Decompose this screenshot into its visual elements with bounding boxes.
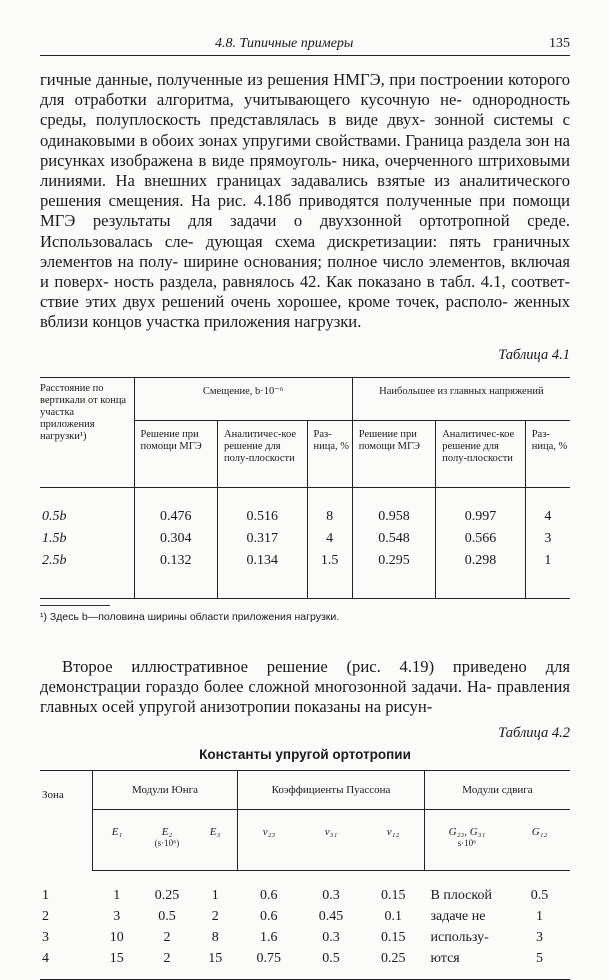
table-cell: 0.15 (381, 930, 406, 946)
table-cell: 1 (211, 888, 219, 904)
group-header-young-moduli: Модули Юнга (93, 771, 238, 810)
table-cell: 0.295 (378, 552, 410, 568)
table-column-displacement-diff (307, 487, 352, 598)
table-cell: 0.132 (160, 552, 192, 568)
column-header: Решение при помощи МГЭ (134, 420, 217, 487)
table-cell: 0.25 (154, 888, 180, 904)
text-line: однородность среды, полуплоскость представлялась в виде двух- (40, 90, 570, 130)
text-line: женных вблизи концов участка приложения нагрузки. (40, 292, 570, 332)
table-cell: 1 (113, 888, 121, 904)
text-line: зонной системы с одинаковыми в обоих зонах упругими свойствами. (40, 110, 570, 150)
table-cell: 2 (42, 908, 49, 924)
book-page (40, 28, 570, 980)
table-column-shear-note (425, 871, 510, 980)
table-cell: 0.1 (384, 909, 402, 925)
table-cell: 5 (536, 951, 543, 967)
table-cell: 0.25 (381, 951, 406, 967)
text-line: ствие этих двух решений очень хорошее, кроме точек, располо- (40, 292, 515, 312)
table-column-e2 (141, 871, 193, 980)
table-column-e3 (193, 871, 238, 980)
table-cell: 0.958 (378, 508, 410, 524)
text-line: ширине основания; полное число элементов, включая и поверх- (40, 251, 570, 292)
table-column-analytic-displacement (218, 487, 308, 598)
column-header: Решение при помощи МГЭ (352, 420, 435, 487)
column-header-v31: ν₃₁ (300, 810, 362, 871)
table-cell: 2 (163, 951, 171, 967)
table-cell: использу- (430, 930, 489, 946)
table-cell: 4 (326, 530, 334, 546)
table-cell: 0.5b (42, 508, 67, 524)
paragraph-1 (40, 70, 570, 333)
table-cell: 4 (544, 508, 552, 524)
table-cell: 1.6 (260, 930, 278, 946)
text-line: правления главных осей упругой анизотропии показаны на рисун- (40, 676, 570, 717)
table-column-bem-stress (352, 487, 435, 598)
column-header: Аналитичес-кое решение для полу-плоскости (436, 420, 526, 487)
table-cell: 0.6 (260, 888, 278, 904)
group-header-principal-stress: Наибольшее из главных напряжений (352, 377, 570, 420)
table-cell: 1 (536, 909, 543, 925)
table-4-2-caption: Таблица 4.2 (498, 725, 570, 742)
table-cell: 0.516 (246, 508, 278, 524)
symbol: E₂ (161, 826, 173, 839)
table-column-analytic-stress (436, 487, 526, 598)
table-cell: 0.5 (530, 888, 549, 904)
text-line: рис. 4.18б приводятся полученные при помощи МГЭ результаты (40, 191, 570, 231)
text-line: дующая схема дискретизации: пять граничных элементов на полу- (40, 231, 570, 271)
table-4-1-caption: Таблица 4.1 (498, 346, 570, 363)
table-cell: 1 (42, 887, 49, 903)
text-line: задавались взятые из аналитического решения смещения. На (40, 171, 570, 211)
section-title: 4.8. Типичные примеры (215, 36, 354, 51)
table-column-zone (40, 871, 93, 980)
table-cell: 0.566 (464, 530, 497, 546)
table-cell: 2 (163, 930, 171, 946)
table-column-stub (40, 487, 134, 598)
table-cell: 0.5 (158, 909, 176, 925)
table-4-2-title: Константы упругой ортотропии (199, 747, 411, 763)
paragraph-2 (40, 657, 570, 718)
unit-scale: (s·10⁶) (154, 838, 180, 849)
running-header (40, 28, 570, 50)
table-cell: 3 (536, 930, 543, 946)
footnote-rule (40, 605, 110, 606)
table-cell: 2 (211, 909, 219, 925)
table-cell: 15 (109, 951, 124, 967)
group-header-poisson: Коэффициенты Пуассона (238, 771, 425, 810)
column-header: Раз-ница, % (525, 420, 570, 487)
table-cell: 0.304 (160, 530, 192, 546)
table-cell: 0.45 (318, 909, 344, 925)
footnote: ¹) Здесь b—половина ширины области приложения нагрузки. (40, 610, 340, 623)
table-cell: 8 (326, 508, 334, 524)
table-column-e1 (93, 871, 142, 980)
column-header-e1: E₁ (93, 810, 142, 871)
table-cell: 15 (208, 951, 223, 967)
column-header-e2 (141, 810, 193, 871)
table-column-g12 (509, 871, 570, 980)
table-cell: 0.3 (322, 888, 340, 904)
unit-scale: s·10⁶ (457, 838, 477, 849)
table-cell: 0.15 (381, 888, 406, 904)
table-column-stress-diff (525, 487, 570, 598)
table-4-2 (40, 770, 570, 980)
table-cell: 10 (109, 930, 124, 946)
table-cell: ются (430, 951, 460, 967)
column-header-g23-g31 (425, 810, 510, 871)
column-header-g12: G₁₂ (509, 810, 570, 871)
table-cell: 1.5b (42, 530, 67, 546)
table-cell: 8 (211, 930, 219, 946)
table-column-v12 (362, 871, 425, 980)
column-header-e3: E₃ (193, 810, 238, 871)
header-rule (40, 55, 570, 56)
table-cell: 4 (42, 950, 49, 966)
zone-header: Зона (40, 771, 93, 871)
text-line: для задачи о двухзонной ортотропной среде. Использовалась сле- (40, 211, 570, 251)
table-4-1 (40, 377, 570, 599)
text-line: демонстрации гораздо более сложной многозонной задачи. На- (40, 676, 497, 696)
table-column-v23 (238, 871, 301, 980)
column-header: Аналитичес-кое решение для полу-плоскости (218, 420, 308, 487)
table-cell: 3 (544, 530, 552, 546)
page-number: 135 (549, 36, 570, 51)
stub-header: Расстояние по вертикали от конца участка приложения нагрузки¹) (40, 377, 134, 487)
table-cell: 3 (42, 929, 49, 945)
text-line: ность раздела, равнялось 42. Как показано в табл. 4.1, соответ- (114, 272, 570, 292)
table-cell: 0.5 (322, 951, 340, 967)
table-column-v31 (300, 871, 362, 980)
table-cell: 1.5 (320, 552, 339, 568)
column-header-v12: ν₁₂ (362, 810, 425, 871)
table-cell: В плоской (430, 888, 492, 904)
table-cell: 0.75 (256, 951, 281, 967)
table-cell: 3 (113, 909, 121, 925)
text-line: Второе иллюстративное решение (рис. 4.19) приведено для (62, 656, 570, 676)
text-line: гичные данные, полученные из решения НМГЭ, при построении (40, 70, 509, 89)
table-cell: 0.476 (160, 508, 192, 524)
table-cell: 0.317 (246, 530, 278, 546)
column-header: Раз-ница, % (307, 420, 352, 487)
group-header-shear-moduli: Модули сдвига (425, 771, 571, 810)
table-cell: 1 (544, 552, 552, 568)
table-cell: 0.6 (260, 909, 278, 925)
table-cell: 0.134 (246, 552, 278, 568)
text-line: Граница раздела зон на рисунках изображена в виде прямоуголь- (40, 130, 570, 170)
table-column-bem-displacement (134, 487, 217, 598)
symbol: G₂₃, G₃₁ (448, 826, 486, 839)
table-cell: 0.997 (464, 508, 497, 524)
table-cell: 0.548 (378, 530, 410, 546)
text-line: ника, очерченного штриховыми линиями. На внешних границах (40, 150, 570, 191)
table-cell: 0.298 (464, 552, 497, 568)
table-cell: задаче не (430, 909, 486, 925)
column-header-v23: ν₂₃ (238, 810, 301, 871)
text-line: которого для отработки алгоритма, учитывающего кусочную не- (40, 70, 570, 110)
table-cell: 2.5b (42, 552, 67, 568)
table-cell: 0.3 (322, 930, 340, 946)
group-header-displacement: Смещение, b·10⁻⁶ (134, 377, 352, 420)
